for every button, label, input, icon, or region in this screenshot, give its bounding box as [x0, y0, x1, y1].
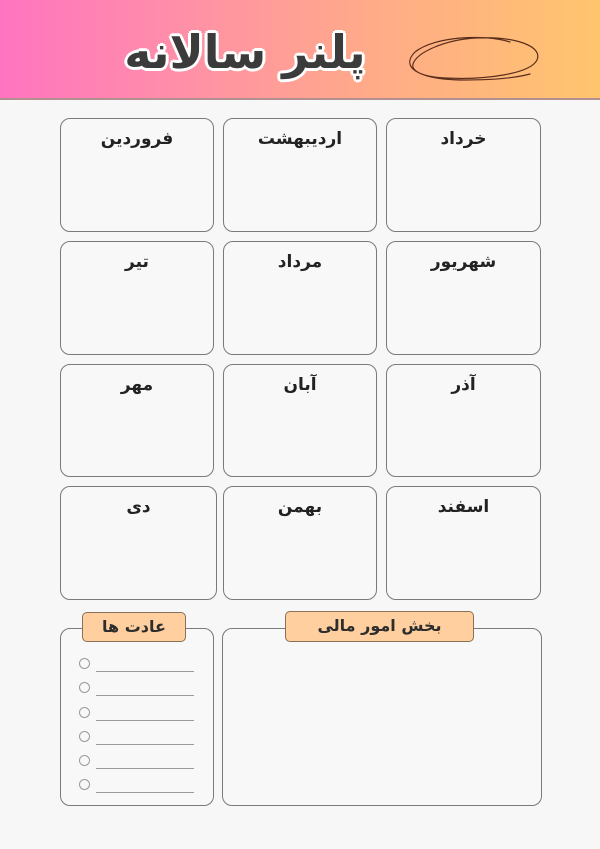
habit-checkbox-3[interactable] [79, 707, 90, 718]
month-box-dey[interactable] [60, 486, 217, 600]
month-box-mehr[interactable] [60, 364, 214, 477]
month-box-tir[interactable] [60, 241, 214, 355]
month-box-ordibehesht[interactable] [223, 118, 377, 232]
month-label: شهریور [430, 252, 497, 272]
month-label: دی [126, 497, 151, 517]
month-label: بهمن [277, 497, 323, 517]
month-box-bahman[interactable] [223, 486, 377, 600]
month-box-mordad[interactable] [223, 241, 377, 355]
month-label: اردیبهشت [257, 129, 343, 149]
habit-line-2[interactable] [96, 695, 194, 696]
month-label: خرداد [440, 129, 487, 149]
month-label: تیر [125, 252, 149, 272]
habit-line-5[interactable] [96, 768, 194, 769]
month-label: مرداد [277, 252, 323, 272]
month-label: فروردین [100, 129, 174, 149]
habit-checkbox-5[interactable] [79, 755, 90, 766]
finance-title-tag: بخش امور مالی [285, 611, 474, 642]
habit-line-1[interactable] [96, 671, 194, 672]
habit-line-6[interactable] [96, 792, 194, 793]
habit-line-3[interactable] [96, 720, 194, 721]
habit-checkbox-1[interactable] [79, 658, 90, 669]
month-box-azar[interactable] [386, 364, 541, 477]
month-label: آبان [283, 375, 317, 395]
month-label: اسفند [437, 497, 490, 517]
month-label: آذر [451, 375, 476, 395]
habit-checkbox-6[interactable] [79, 779, 90, 790]
month-box-farvardin[interactable] [60, 118, 214, 232]
habit-checkbox-2[interactable] [79, 682, 90, 693]
oval-doodle-icon [405, 30, 545, 86]
habit-line-4[interactable] [96, 744, 194, 745]
month-box-esfand[interactable] [386, 486, 541, 600]
month-box-khordad[interactable] [386, 118, 541, 232]
finance-section[interactable] [222, 628, 542, 806]
habits-title-tag: عادت ها [82, 612, 186, 642]
month-box-shahrivar[interactable] [386, 241, 541, 355]
month-label: مهر [120, 375, 154, 395]
month-box-aban[interactable] [223, 364, 377, 477]
page-title: پلنر سالانه [124, 25, 366, 79]
habit-checkbox-4[interactable] [79, 731, 90, 742]
header-banner [0, 0, 600, 100]
